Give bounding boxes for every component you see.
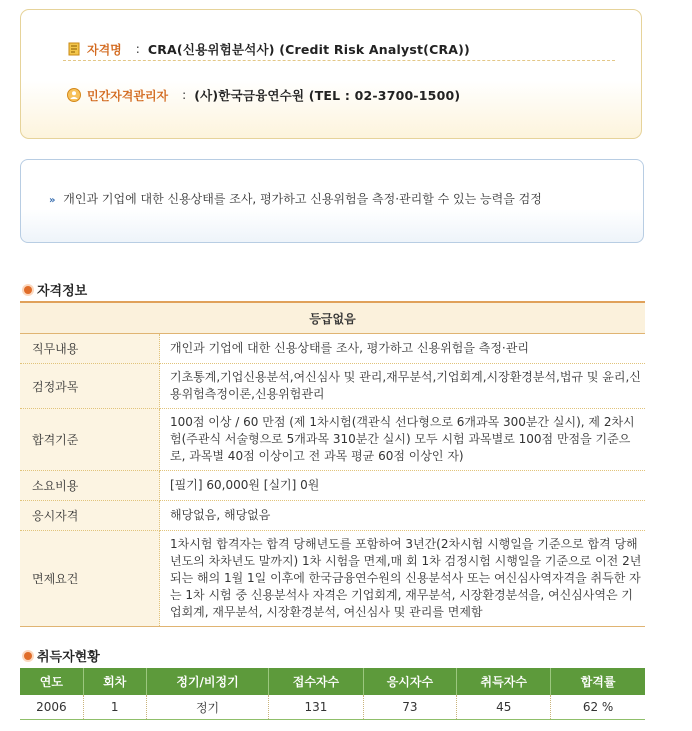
colon-separator: : [135, 42, 140, 56]
qualification-manager-value: (사)한국금융연수원 (TEL : 02-3700-1500) [194, 88, 461, 103]
row-value-exemption: 1차시험 합격자는 합격 당해년도를 포함하여 3년간(2차시험 시행일을 기준으로 합격 당해년도의 차차년도 말까지) 1차 시험을 면제,매 회 1차 검정시험 시행일을 기준으로 이전 2년 되는 해의 1월 1일 이후에 한국금융연수원의 신용분석사 또는 여신심사역자격을 취득한 자는 1차 시험 중 신용분석사 자격은 기업회계, 재무분석, 시장환경분석을, 여신심사역은 기업회계, 재무분석, 시장환경분석, 여신심사 및 관리를 면제함 [160, 531, 646, 627]
qualification-info-table [20, 301, 645, 627]
section-title-stats [24, 646, 100, 665]
table-row [20, 531, 645, 627]
header-round: 회차 [83, 668, 146, 695]
bullet-dot-icon [24, 286, 32, 294]
cell-round: 1 [83, 695, 146, 720]
row-key-cost: 소요비용 [20, 471, 160, 501]
double-chevron-icon: » [49, 195, 56, 206]
table-row [20, 334, 645, 364]
row-key-pass-criteria: 합격기준 [20, 409, 160, 471]
qualification-summary-box [20, 9, 642, 139]
qualification-manager-label: 민간자격관리자 [87, 88, 169, 103]
row-value-pass-criteria: 100점 이상 / 60 만점 (제 1차시험(객관식 선다형으로 6개과목 300분간 실시), 제 2차시험(주관식 서술형으로 5개과목 310분간 실시) 모두 시험 과목별로 100점 만점을 기준으로, 과목별 40점 이상이고 전 과목 평균 60점 이상인 자) [160, 409, 646, 471]
section-title-info [24, 280, 87, 299]
qualification-name-row [67, 40, 470, 58]
cell-acquirers: 45 [457, 695, 551, 720]
table-row [20, 471, 645, 501]
grade-header: 등급없음 [20, 302, 645, 334]
document-icon [67, 42, 81, 56]
row-key-eligibility: 응시자격 [20, 501, 160, 531]
table-header-row [20, 302, 645, 334]
table-row [20, 695, 645, 720]
section-title-stats-text: 취득자현황 [37, 650, 100, 665]
qualification-name-value: CRA(신용위험분석사) (Credit Risk Analyst(CRA)) [147, 42, 470, 57]
cell-year: 2006 [20, 695, 83, 720]
qualification-name-label: 자격명 [87, 42, 122, 57]
qualification-description [49, 190, 542, 207]
qualification-description-box [20, 159, 644, 243]
row-value-subjects: 기초통계,기업신용분석,여신심사 및 관리,재무분석,기업회계,시장환경분석,법규 및 윤리,신용위험측정이론,신용위험관리 [160, 364, 646, 409]
person-icon [67, 88, 81, 102]
row-key-subjects: 검정과목 [20, 364, 160, 409]
qualification-manager-row [67, 86, 460, 104]
header-year: 연도 [20, 668, 83, 695]
dashed-divider [63, 60, 615, 61]
table-header-row [20, 668, 645, 695]
description-text: 개인과 기업에 대한 신용상태를 조사, 평가하고 신용위험을 측정·관리할 수 있는 능력을 검정 [63, 192, 542, 206]
table-row [20, 501, 645, 531]
cell-examinees: 73 [363, 695, 457, 720]
row-value-duty: 개인과 기업에 대한 신용상태를 조사, 평가하고 신용위험을 측정·관리 [160, 334, 646, 364]
acquirer-stats-table [20, 668, 645, 720]
row-key-exemption: 면제요건 [20, 531, 160, 627]
bullet-dot-icon [24, 652, 32, 660]
cell-pass-rate: 62 % [551, 695, 645, 720]
header-applicants: 접수자수 [269, 668, 363, 695]
section-title-info-text: 자격정보 [37, 284, 88, 299]
table-row [20, 409, 645, 471]
header-regular: 정기/비정기 [146, 668, 269, 695]
row-key-duty: 직무내용 [20, 334, 160, 364]
cell-regular: 정기 [146, 695, 269, 720]
header-pass-rate: 합격률 [551, 668, 645, 695]
row-value-cost: [필기] 60,000원 [실기] 0원 [160, 471, 646, 501]
row-value-eligibility: 해당없음, 해당없음 [160, 501, 646, 531]
header-acquirers: 취득자수 [457, 668, 551, 695]
table-row [20, 364, 645, 409]
cell-applicants: 131 [269, 695, 363, 720]
header-examinees: 응시자수 [363, 668, 457, 695]
colon-separator: : [182, 88, 187, 102]
